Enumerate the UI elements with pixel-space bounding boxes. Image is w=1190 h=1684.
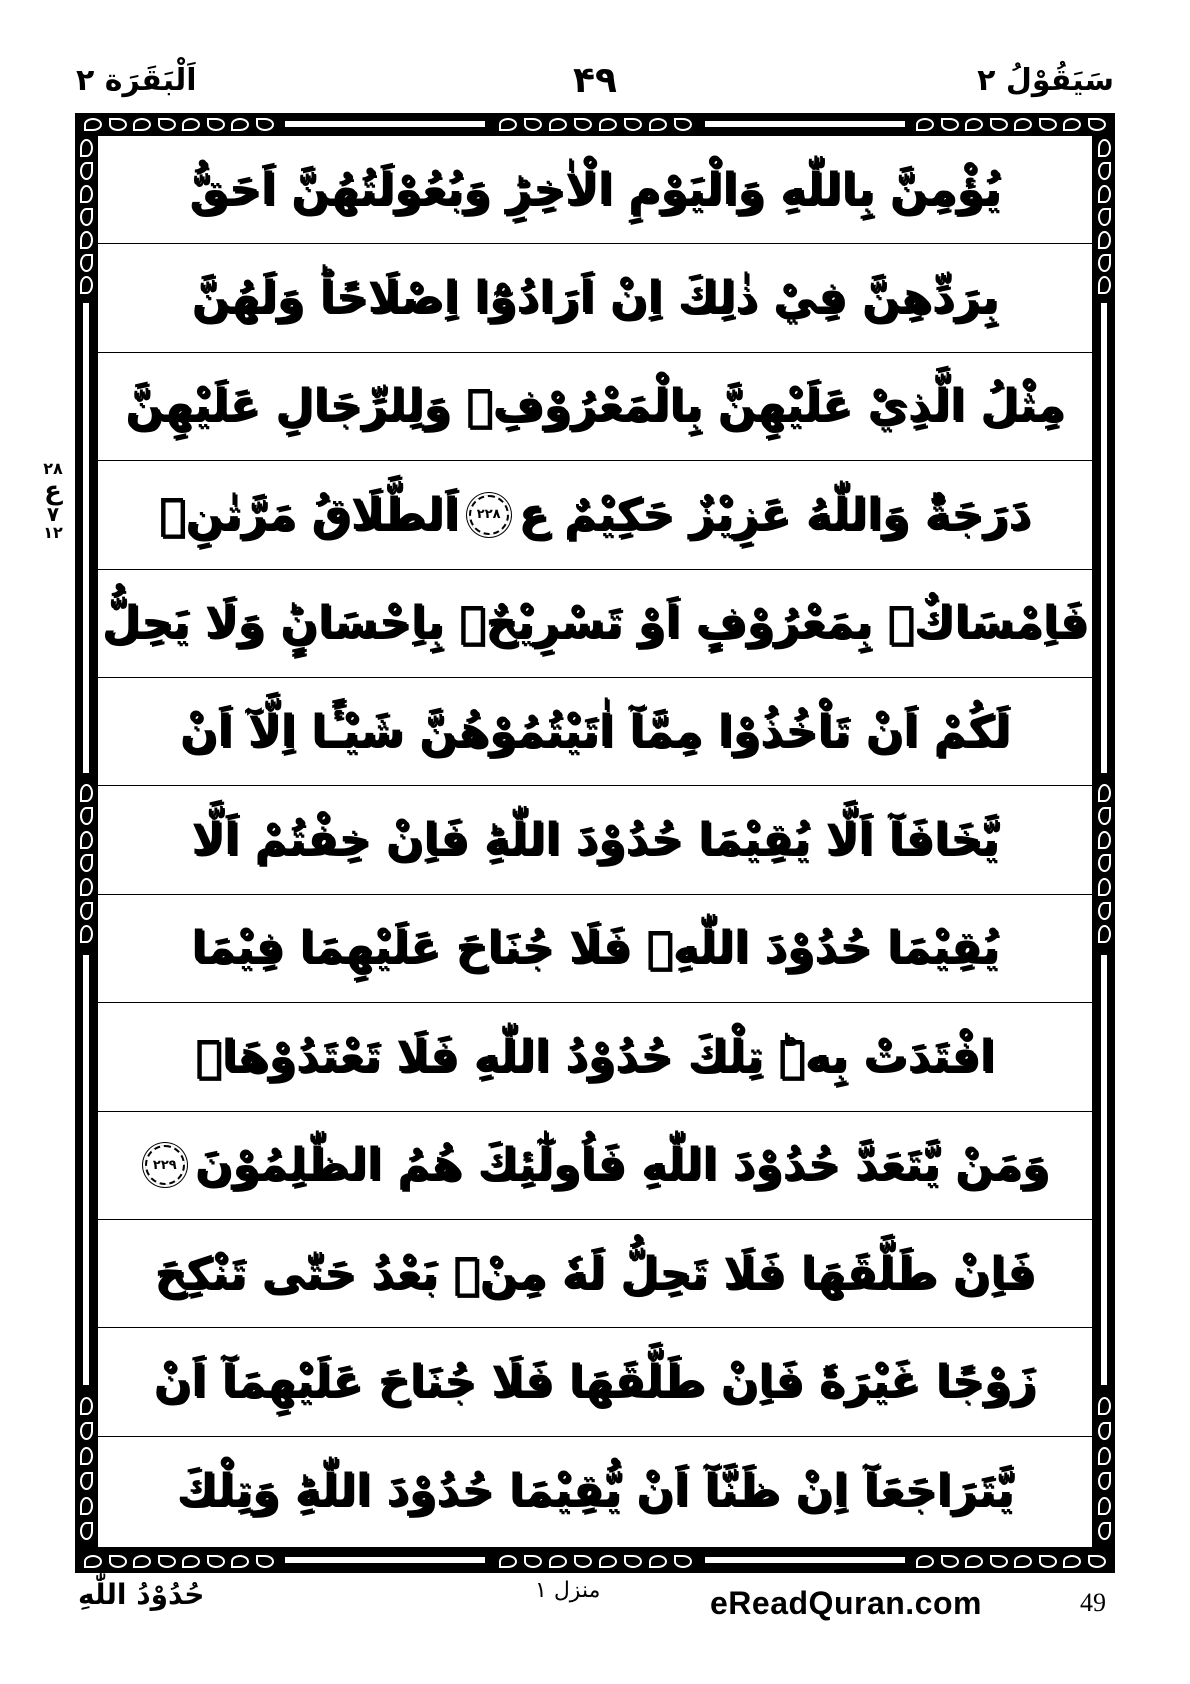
ruku-number: ۷ xyxy=(46,502,60,526)
verse-text: لَكُمْ اَنْ تَاْخُذُوْا مِمَّآ اٰتَيْتُمُوْهُنَّ شَيْـًٔا اِلَّآ اَنْ xyxy=(179,705,1011,757)
verse-text: يُقِيْمَا حُدُوْدَ اللّٰهِۙ فَلَا جُنَاحَ عَلَيْهِمَا فِيْمَا xyxy=(191,922,999,974)
ruku-marker-top: ۲۸ xyxy=(43,459,63,478)
frame-ornament-right-bottom-icon xyxy=(1095,1393,1113,1543)
verse-text: يَّتَرَاجَعَآ اِنْ ظَنَّآ اَنْ يُّقِيْمَا حُدُوْدَ اللّٰهِؕ وَتِلْكَ xyxy=(176,1464,1014,1516)
verse-text: فَاِنْ طَلَّقَهَا فَلَا تَحِلُّ لَهٗ مِنْۢ بَعْدُ حَتّٰى تَنْكِحَ xyxy=(154,1247,1036,1299)
manzil-label: منزل ۱ xyxy=(535,1578,601,1603)
text-line-10 xyxy=(98,1112,1092,1220)
text-line-11 xyxy=(98,1220,1092,1328)
verse-text: يُؤْمِنَّ بِاللّٰهِ وَالْيَوْمِ الْاٰخِرِؕ وَبُعُوْلَتُهُنَّ اَحَقُّ xyxy=(189,163,1001,215)
frame-ornament-bottom-center-icon xyxy=(495,1552,695,1570)
frame-ornament-right-top-icon xyxy=(1095,137,1113,297)
frame-ornament-bottom-right-icon xyxy=(913,1552,1109,1570)
verse-text: دَرَجَةٌؕ وَاللّٰهُ عَزِيْزٌ حَكِيْمٌ ع xyxy=(518,488,1031,540)
ruku-marker-bottom: ۱۲ xyxy=(43,523,63,542)
verse-text-group xyxy=(141,1139,1050,1191)
verse-text: مِثْلُ الَّذِيْ عَلَيْهِنَّ بِالْمَعْرُوْفِ۪ وَلِلرِّجَالِ عَلَيْهِنَّ xyxy=(125,380,1065,432)
text-line-7 xyxy=(98,786,1092,894)
frame-ornament-left-top-icon xyxy=(77,137,95,297)
text-line-9 xyxy=(98,1003,1092,1111)
text-line-5 xyxy=(98,570,1092,678)
frame-ornament-right-middle-icon xyxy=(1095,781,1113,946)
ayah-end-marker-icon: ۲۲۸ xyxy=(469,495,509,535)
verse-text: افْتَدَتْ بِهٖؕ تِلْكَ حُدُوْدُ اللّٰهِ فَلَا تَعْتَدُوْهَاۚ xyxy=(195,1030,995,1082)
text-line-3 xyxy=(98,353,1092,461)
text-line-8 xyxy=(98,895,1092,1003)
verse-text: فَاِمْسَاكٌۢ بِمَعْرُوْفٍ اَوْ تَسْرِيْحٌۢ بِاِحْسَانٍؕ وَلَا يَحِلُّ xyxy=(101,597,1089,649)
page-number: 49 xyxy=(1080,1588,1106,1617)
frame-channel xyxy=(1101,955,1107,1385)
text-line-13 xyxy=(98,1437,1092,1545)
website-watermark: eReadQuran.com xyxy=(710,1585,982,1621)
frame-ornament-left-bottom-icon xyxy=(77,1393,95,1543)
quran-text-area xyxy=(97,135,1093,1548)
text-line-12 xyxy=(98,1328,1092,1436)
frame-channel xyxy=(285,121,485,127)
text-line-6 xyxy=(98,678,1092,786)
frame-channel xyxy=(1101,303,1107,773)
frame-channel xyxy=(83,955,89,1385)
juz-name-header: سَيَقُوْلُ ۲ xyxy=(977,63,1114,98)
catchword: حُدُوْدُ اللّٰهِ xyxy=(78,1578,205,1611)
frame-channel xyxy=(83,303,89,773)
page-number-arabic: ۴۹ xyxy=(573,60,617,101)
surah-name-header: اَلْبَقَرَة ۲ xyxy=(76,63,197,98)
frame-ornament-top-left-icon xyxy=(913,115,1109,133)
verse-text: يَّخَافَآ اَلَّا يُقِيْمَا حُدُوْدَ اللّٰهِؕ فَاِنْ خِفْتُمْ اَلَّا xyxy=(191,814,999,866)
verse-text: وَمَنْ يَّتَعَدَّ حُدُوْدَ اللّٰهِ فَاُولٰٓئِكَ هُمُ الظّٰلِمُوْنَ xyxy=(194,1139,1050,1191)
frame-channel xyxy=(705,1557,905,1563)
text-line-2 xyxy=(98,244,1092,352)
verse-text: بِرَدِّهِنَّ فِيْ ذٰلِكَ اِنْ اَرَادُوْٓا اِصْلَاحًاؕ وَلَهُنَّ xyxy=(191,272,999,324)
text-line-4 xyxy=(98,461,1092,569)
frame-ornament-left-middle-icon xyxy=(77,781,95,946)
frame-ornament-top-right-icon xyxy=(81,115,277,133)
verse-text-group xyxy=(159,488,1031,540)
text-line-1 xyxy=(98,136,1092,244)
verse-text: اَلطَّلَاقُ مَرَّتٰنِ۪ xyxy=(159,488,459,540)
ayah-end-marker-icon: ۲۲۹ xyxy=(145,1145,185,1185)
frame-ornament-top-center-icon xyxy=(495,115,695,133)
frame-channel xyxy=(705,121,905,127)
ruku-margin-marker xyxy=(36,460,70,542)
ornamental-page-frame xyxy=(75,113,1115,1573)
frame-ornament-bottom-left-icon xyxy=(81,1552,277,1570)
frame-channel xyxy=(285,1557,485,1563)
ruku-symbol: ع xyxy=(44,476,62,506)
verse-text: زَوْجًا غَيْرَهٗؕ فَاِنْ طَلَّقَهَا فَلَا جُنَاحَ عَلَيْهِمَآ اَنْ xyxy=(153,1355,1037,1407)
